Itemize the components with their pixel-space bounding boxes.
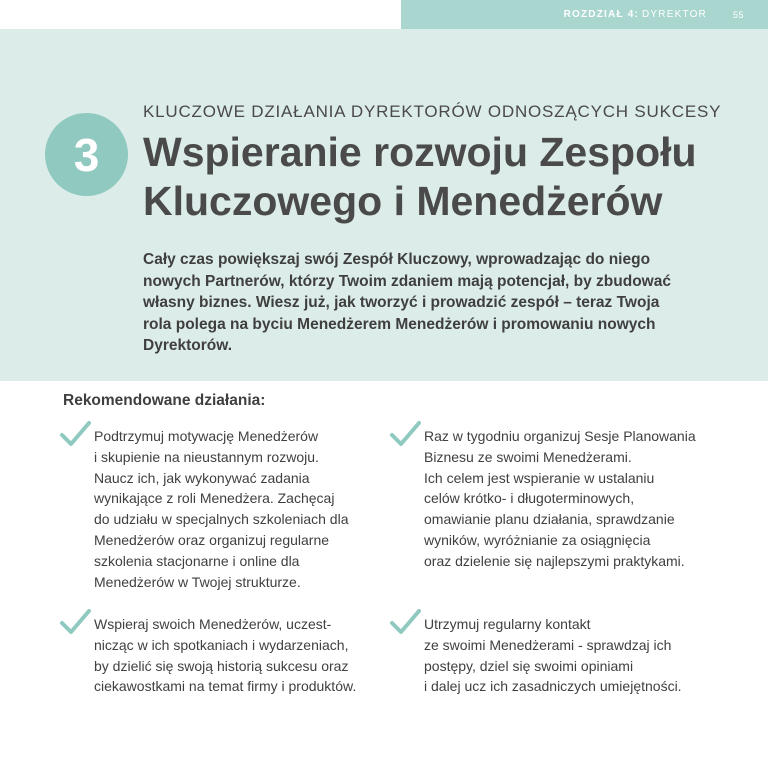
recommendation-line: Raz w tygodniu organizuj Sesje Planowania [424,428,696,444]
recommendation-line: Ich celem jest wspieranie w ustalaniu [424,469,655,486]
recommendation-line: postępy, dziel się swoimi opiniami [424,657,634,674]
checkmark-icon [389,420,421,448]
recommendation-line: omawianie planu działania, sprawdzanie [424,511,675,528]
recommendations-heading: Rekomendowane działania: [63,392,266,409]
section-kicker: KLUCZOWE DZIAŁANIA DYREKTORÓW ODNOSZĄCYCH SUKCESY [143,102,722,121]
recommendation-line: do udziału w specjalnych szkoleniach dla [94,511,349,528]
checkmark-icon [59,608,91,636]
recommendation-line: Utrzymuj regularny kontakt [424,616,591,632]
intro-line: nowych Partnerów, którzy Twoim zdaniem mają potencjał, by zbudować [143,272,671,290]
recommendation-line: nicząc w ich spotkaniach i wydarzeniach, [94,636,349,653]
recommendation-line: celów krótko- i długoterminowych, [424,490,635,507]
title-line: Wspieranie rozwoju Zespołu [143,129,697,175]
recommendation-line: ciekawostkami na temat firmy i produktów. [94,678,357,695]
checkmark-icon [59,420,91,448]
recommendation-line: Menedżerów w Twojej strukturze. [94,573,301,590]
recommendation-item [424,614,682,697]
title-line: Kluczowego i Menedżerów [143,178,663,224]
recommendation-line: Menedżerów oraz organizuj regularne [94,531,330,548]
recommendation-line: i skupienie na nieustannym rozwoju. [94,448,319,465]
recommendation-line: by dzielić się swoją historią sukcesu oraz [94,657,349,674]
recommendation-line: Naucz ich, jak wykonywać zadania [94,469,310,486]
recommendation-line: i dalej ucz ich zasadniczych umiejętności. [424,678,682,695]
page-title [143,128,743,226]
chapter-label: ROZDZIAŁ 4: [563,9,639,20]
recommendation-line: wyników, wyróżnianie za osiągnięcia [424,531,651,548]
recommendation-item [94,426,348,592]
step-number-badge: 3 [45,113,128,196]
page-number: 55 [732,9,744,20]
intro-line: Dyrektorów. [143,337,233,354]
intro-line: rola polega na byciu Menedżerem Menedżerów i promowaniu nowych [143,315,656,333]
recommendation-item [94,614,356,697]
recommendation-line: ze swoimi Menedżerami - sprawdzaj ich [424,636,672,653]
recommendation-item [424,426,696,572]
recommendation-line: Biznesu ze swoimi Menedżerami. [424,448,632,465]
chapter-header-tab [401,0,768,29]
recommendation-line: wynikające z roli Menedżera. Zachęcaj [94,490,335,507]
recommendation-line: Wspieraj swoich Menedżerów, uczest- [94,616,332,632]
chapter-name: DYREKTOR [642,9,707,20]
checkmark-icon [389,608,421,636]
intro-line: Cały czas powiększaj swój Zespół Kluczowy, wprowadzając do niego [143,251,651,268]
recommendation-line: Podtrzymuj motywację Menedżerów [94,428,319,444]
recommendation-line: oraz dzielenie się najlepszymi praktykami. [424,552,685,569]
intro-paragraph [143,249,703,357]
intro-line: własny biznes. Wiesz już, jak tworzyć i prowadzić zespół – teraz Twoja [143,294,660,311]
recommendation-line: szkolenia stacjonarne i online dla [94,552,300,569]
